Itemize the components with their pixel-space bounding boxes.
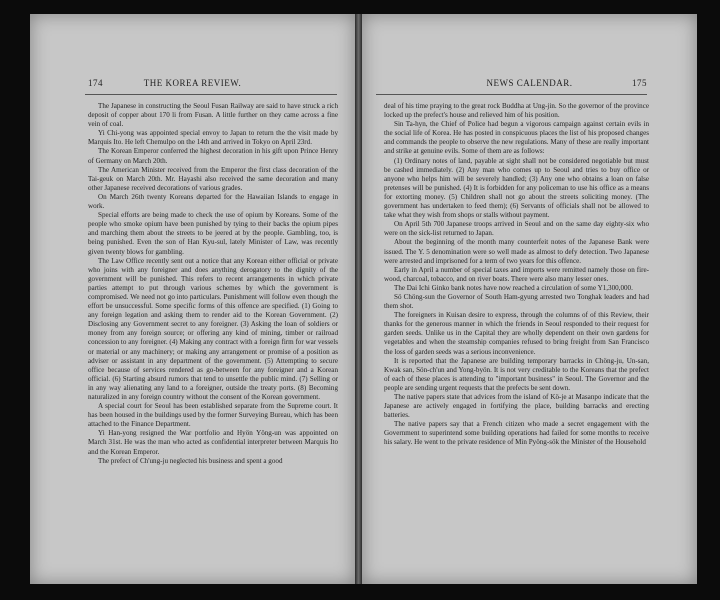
paragraph: The Law Office recently sent out a notice that any Korean either official or private who joins with any foreigner and does anything derogatory to the dignity of the government will be punished. This refers to recent arrangements in which private parties attempt to put through various schemes by which the government is compromised. We need not go into particulars. Punishment will follow even though the effort be unsuccessful. Some specific forms of this offence are specified. (1) Going to any foreign legation and asking them to render aid to the Korean Government. (2) Disclosing any Government secret to any foreigner. (3) Asking the loan of soldiers or money from any foreign source; or offering any kind of mining, timber or railroad concession to any foreigner. (4) Making any contract with a foreign firm for war vessels or material or any machinery; or making any arrangement or promise of a position as adviser or assistant in any department of the government. (5) Attempting to secure office because of services rendered as go-between for any foreigner and a Korean official. (6) Starting absurd rumors that tend to unsettle the public mind. (7) Selling or in any way alienating any land to a foreigner, outside the treaty ports. (8) Becoming naturalized in any foreign country without the consent of the Korean government. bbox=[88, 256, 338, 401]
paragraph: It is reported that the Japanese are building temporary barracks in Chöng-ju, Un-san, Kwak san, Sön-ch'un and Yong-byön. It is not very creditable to the Koreans that the prefect of each of these places is attending to "important business" in Seoul. The Governor and the people are sending urgent requests that the prefects be sent down. bbox=[384, 356, 649, 392]
left-page bbox=[30, 14, 355, 584]
right-page-body bbox=[384, 102, 649, 448]
paragraph: The Dai Ichi Ginko bank notes have now reached a circulation of some Y1,300,000. bbox=[394, 283, 633, 292]
paragraph: Sin Ta-hyn, the Chief of Police had begun a vigorous campaign against certain evils in the social life of Korea. He has posted in conspicuous places the list of his proposed changes and commands the people to observe the new regulations. Many of these are really important and strike at genuine evils. Some of them are as follows: bbox=[384, 120, 649, 156]
paragraph: On April 5th 700 Japanese troops arrived in Seoul and on the same day eighty-six who were on the sick-list returned to Japan. bbox=[384, 220, 649, 238]
paragraph: About the beginning of the month many counterfeit notes of the Japanese Bank were issued. The Y. 5 denomination were so well made as almost to defy detection. Two Japanese were arrested and imprisoned for a term of two years for this offence. bbox=[384, 238, 649, 265]
paragraph: Yi Chi-yong was appointed special envoy to Japan to return the the visit made by Marquis Ito. He left Chemulpo on the 14th and arrived in Tokyo on April 23rd. bbox=[88, 129, 338, 147]
paragraph: The Japanese in constructing the Seoul Fusan Railway are said to have struck a rich deposit of copper about 170 li from Fusan. A little further on they came across a fine vein of coal. bbox=[88, 102, 338, 129]
book-spine bbox=[355, 14, 362, 584]
paragraph: On March 26th twenty Koreans departed for the Hawaiian Islands to engage in work. bbox=[88, 192, 338, 211]
paragraph: Early in April a number of special taxes and imports were remitted namely those on fire-wood, charcoal, tobacco, and on river boats. There were also many lesser ones. bbox=[384, 265, 649, 283]
right-page bbox=[362, 14, 697, 584]
paragraph: The native papers say that a French citizen who made a secret engagement with the Government to superintend some building operations had failed for some months to receive his salary. He went to the private residence of Min Pyöng-sök the Minister of the Household bbox=[384, 420, 649, 447]
paragraph: A special court for Seoul has been established separate from the Supreme court. It has been housed in the buildings used by the former Surveying Bureau, which has been attached to the Finance Department. bbox=[88, 402, 338, 429]
left-page-body bbox=[88, 102, 338, 466]
paragraph: The foreigners in Kuisan desire to express, through the columns of of this Review, their thanks for the generous manner in which the friends in Seoul responded to their request for garden seeds. Unlike us in the Capital they are wholly dependent on their own gardens for vegetables and when the steamship companies refused to bring freight from San Francisco the loss of garden seeds was a serious inconvenience. bbox=[384, 311, 649, 356]
paragraph: Yi Han-yong resigned the War portfolio and Hyön Yöng-un was appointed on March 31st. He was the man who acted as confidential interpreter between Marquis Ito and the Korean Emperor. bbox=[88, 429, 338, 456]
running-head: NEWS CALENDAR. bbox=[486, 78, 573, 88]
right-page-header bbox=[362, 78, 697, 90]
paragraph: The native papers state that advices from the island of Kö-je at Masanpo indicate that the Japanese are actively engaged in fortifying the place, building barracks and erecting batteries. bbox=[384, 393, 649, 420]
paragraph: The prefect of Ch'ung-ju neglected his business and spent a good bbox=[98, 456, 283, 465]
page-number: 174 bbox=[88, 78, 103, 88]
paragraph: Special efforts are being made to check the use of opium by Koreans. Some of the people who smoke opium have been punished by tying to their backs the opium pipes and marching them about the streets to be jeered at by the people. Gambling, too, is being punished. Even the son of Han Kyu-sul, lately Minister of Law, was recently given twenty blows for gambling. bbox=[88, 211, 338, 256]
continued-paragraph: deal of his time praying to the great rock Buddha at Ung-jin. So the governor of the province locked up the prefect's house and relieved him of his position. bbox=[384, 102, 649, 120]
header-rule bbox=[376, 94, 647, 95]
paragraph: The American Minister received from the Emperor the first class decoration of the Tai-geuk on March 20th. Mr. Hayashi also received the same decoration and many other Japanese received decorations of various grades. bbox=[88, 165, 338, 192]
running-head: THE KOREA REVIEW. bbox=[143, 78, 242, 88]
paragraph: (1) Ordinary notes of land, payable at sight shall not be considered negotiable but must be cashed immediately. (2) Any man who comes up to Seoul and tries to buy office or anyone who helps him will be severely handled; (3) Any one who obtains a loan on false pretenses will be punished. (4) It is forbidden for any policeman to use his office as a means for extorting money. (5) Children shall not go about the streets soliciting money. (The government has undertaken to feed them); (6) Servants of officials shall not be allowed to take what they wish from shops or stalls without payment. bbox=[384, 156, 649, 220]
paragraph: The Korean Emperor conferred the highest decoration in his gift upon Prince Henry of Germany on March 20th. bbox=[88, 147, 338, 165]
left-page-header bbox=[30, 78, 355, 90]
page-number: 175 bbox=[632, 78, 647, 88]
header-rule bbox=[85, 94, 337, 95]
paragraph: Sö Chöng-sun the Governor of South Ham-gyung arrested two Tonghak leaders and had them shot. bbox=[384, 292, 649, 311]
